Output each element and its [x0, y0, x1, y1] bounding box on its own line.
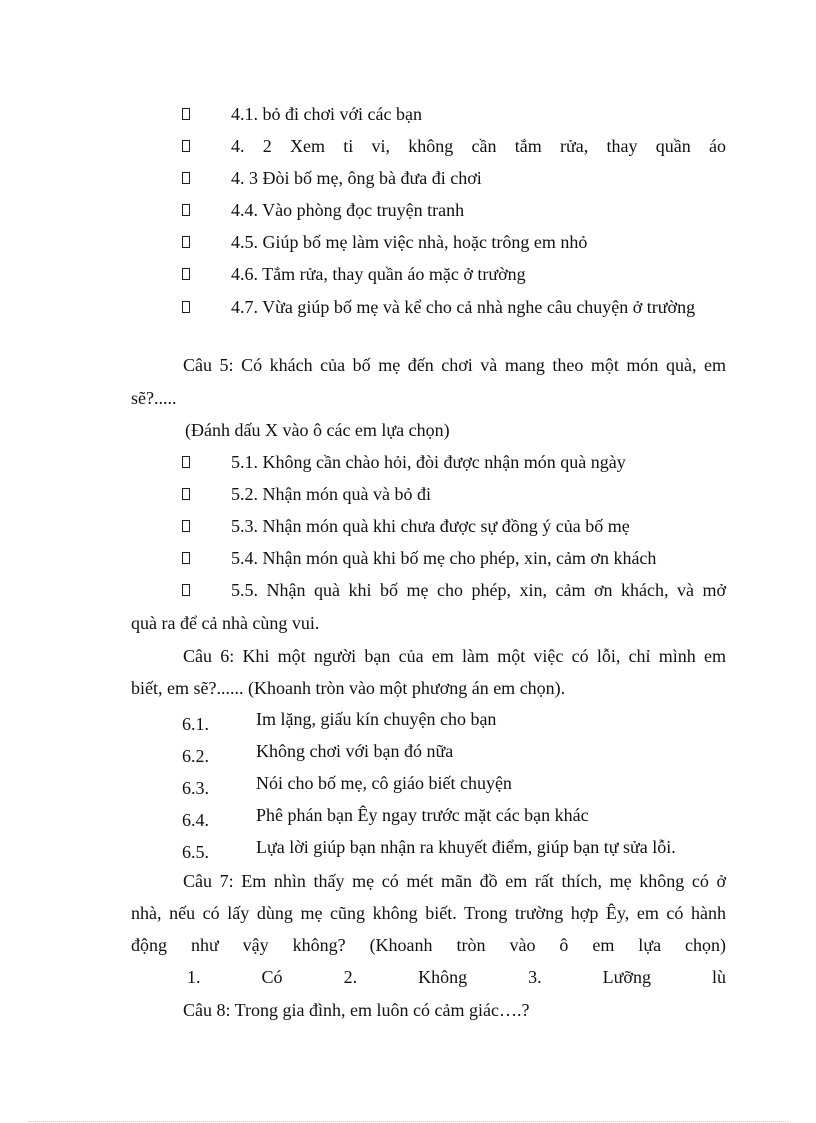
option-6-1: Im lặng, giấu kín chuyện cho bạn [256, 709, 497, 729]
question-8-line-1: Câu 8: Trong gia đình, em luôn có cảm giác….? [183, 1000, 530, 1020]
page-bottom-rule [28, 1121, 788, 1122]
answer-3-number[interactable]: 3. [528, 967, 542, 987]
option-6-4: Phê phán bạn Êy ngay trước mặt các bạn khác [256, 805, 589, 825]
option-6-5-number[interactable]: 6.5. [182, 842, 209, 862]
checkbox-4-2[interactable] [182, 140, 190, 152]
option-4-7: 4.7. Vừa giúp bố mẹ và kể cho cả nhà nghe câu chuyện ở trường [231, 297, 696, 317]
option-4-1: 4.1. bỏ đi chơi với các bạn [231, 104, 422, 124]
question-5-instruction: (Đánh dấu X vào ô các em lựa chọn) [185, 420, 450, 440]
option-6-3-number[interactable]: 6.3. [182, 778, 209, 798]
option-6-3: Nói cho bố mẹ, cô giáo biết chuyện [256, 773, 512, 793]
option-6-4-number[interactable]: 6.4. [182, 810, 209, 830]
question-5-line-1: Câu 5: Có khách của bố mẹ đến chơi và mang theo một món quà, em [183, 355, 726, 375]
option-5-5: 5.5. Nhận quà khi bố mẹ cho phép, xin, cảm ơn khách, và mở [231, 580, 726, 600]
option-6-5: Lựa lời giúp bạn nhận ra khuyết điểm, giúp bạn tự sửa lỗi. [256, 837, 676, 857]
checkbox-5-2[interactable] [182, 488, 190, 500]
question-7-answers [187, 966, 726, 988]
answer-2-number[interactable]: 2. [343, 967, 358, 987]
question-6-line-1: Câu 6: Khi một người bạn của em làm một việc có lỗi, chỉ mình em [183, 646, 726, 666]
checkbox-4-7[interactable] [182, 301, 190, 313]
option-5-2: 5.2. Nhận món quà và bỏ đi [231, 484, 431, 504]
option-4-3: 4. 3 Đòi bố mẹ, ông bà đưa đi chơi [231, 168, 482, 188]
option-6-2-number[interactable]: 6.2. [182, 746, 209, 766]
option-5-1: 5.1. Không cần chào hỏi, đòi được nhận món quà ngày [231, 452, 626, 472]
checkbox-4-1[interactable] [182, 108, 190, 120]
option-4-2: 4. 2 Xem ti vi, không cần tắm rửa, thay quần áo [231, 136, 726, 156]
option-4-5: 4.5. Giúp bố mẹ làm việc nhà, hoặc trông em nhỏ [231, 232, 588, 252]
answer-3-label-cont[interactable]: lù [711, 967, 726, 987]
checkbox-4-3[interactable] [182, 172, 190, 184]
answer-1-number[interactable]: 1. [187, 967, 201, 987]
answer-1-label[interactable]: Có [261, 967, 283, 987]
option-5-4: 5.4. Nhận món quà khi bố mẹ cho phép, xin, cảm ơn khách [231, 548, 657, 568]
option-4-6: 4.6. Tắm rửa, thay quần áo mặc ở trường [231, 264, 526, 284]
option-6-2: Không chơi với bạn đó nữa [256, 741, 454, 761]
checkbox-4-4[interactable] [182, 204, 190, 216]
question-7-line-1: Câu 7: Em nhìn thấy mẹ có mét mãn đồ em rất thích, mẹ không có ở [183, 871, 726, 891]
question-6-line-2: biết, em sẽ?...... (Khoanh tròn vào một phương án em chọn). [131, 678, 566, 698]
question-5-line-2: sẽ?..... [131, 388, 177, 408]
checkbox-4-6[interactable] [182, 268, 190, 280]
option-6-1-number[interactable]: 6.1. [182, 714, 209, 734]
question-7-line-3: động như vậy không? (Khoanh tròn vào ô em lựa chọn) [131, 935, 726, 955]
answer-3-label[interactable]: Lưỡng [602, 967, 651, 987]
checkbox-5-3[interactable] [182, 520, 190, 532]
checkbox-5-4[interactable] [182, 552, 190, 564]
checkbox-5-1[interactable] [182, 456, 190, 468]
answer-2-label[interactable]: Không [418, 967, 468, 987]
option-5-5-continuation: quà ra để cả nhà cùng vui. [131, 613, 320, 633]
question-7-line-2: nhà, nếu có lấy dùng mẹ cũng không biết. Trong trường hợp Êy, em có hành [131, 903, 726, 923]
checkbox-4-5[interactable] [182, 236, 190, 248]
option-4-4: 4.4. Vào phòng đọc truyện tranh [231, 200, 465, 220]
option-5-3: 5.3. Nhận món quà khi chưa được sự đồng ý của bố mẹ [231, 516, 630, 536]
checkbox-5-5[interactable] [182, 584, 190, 596]
